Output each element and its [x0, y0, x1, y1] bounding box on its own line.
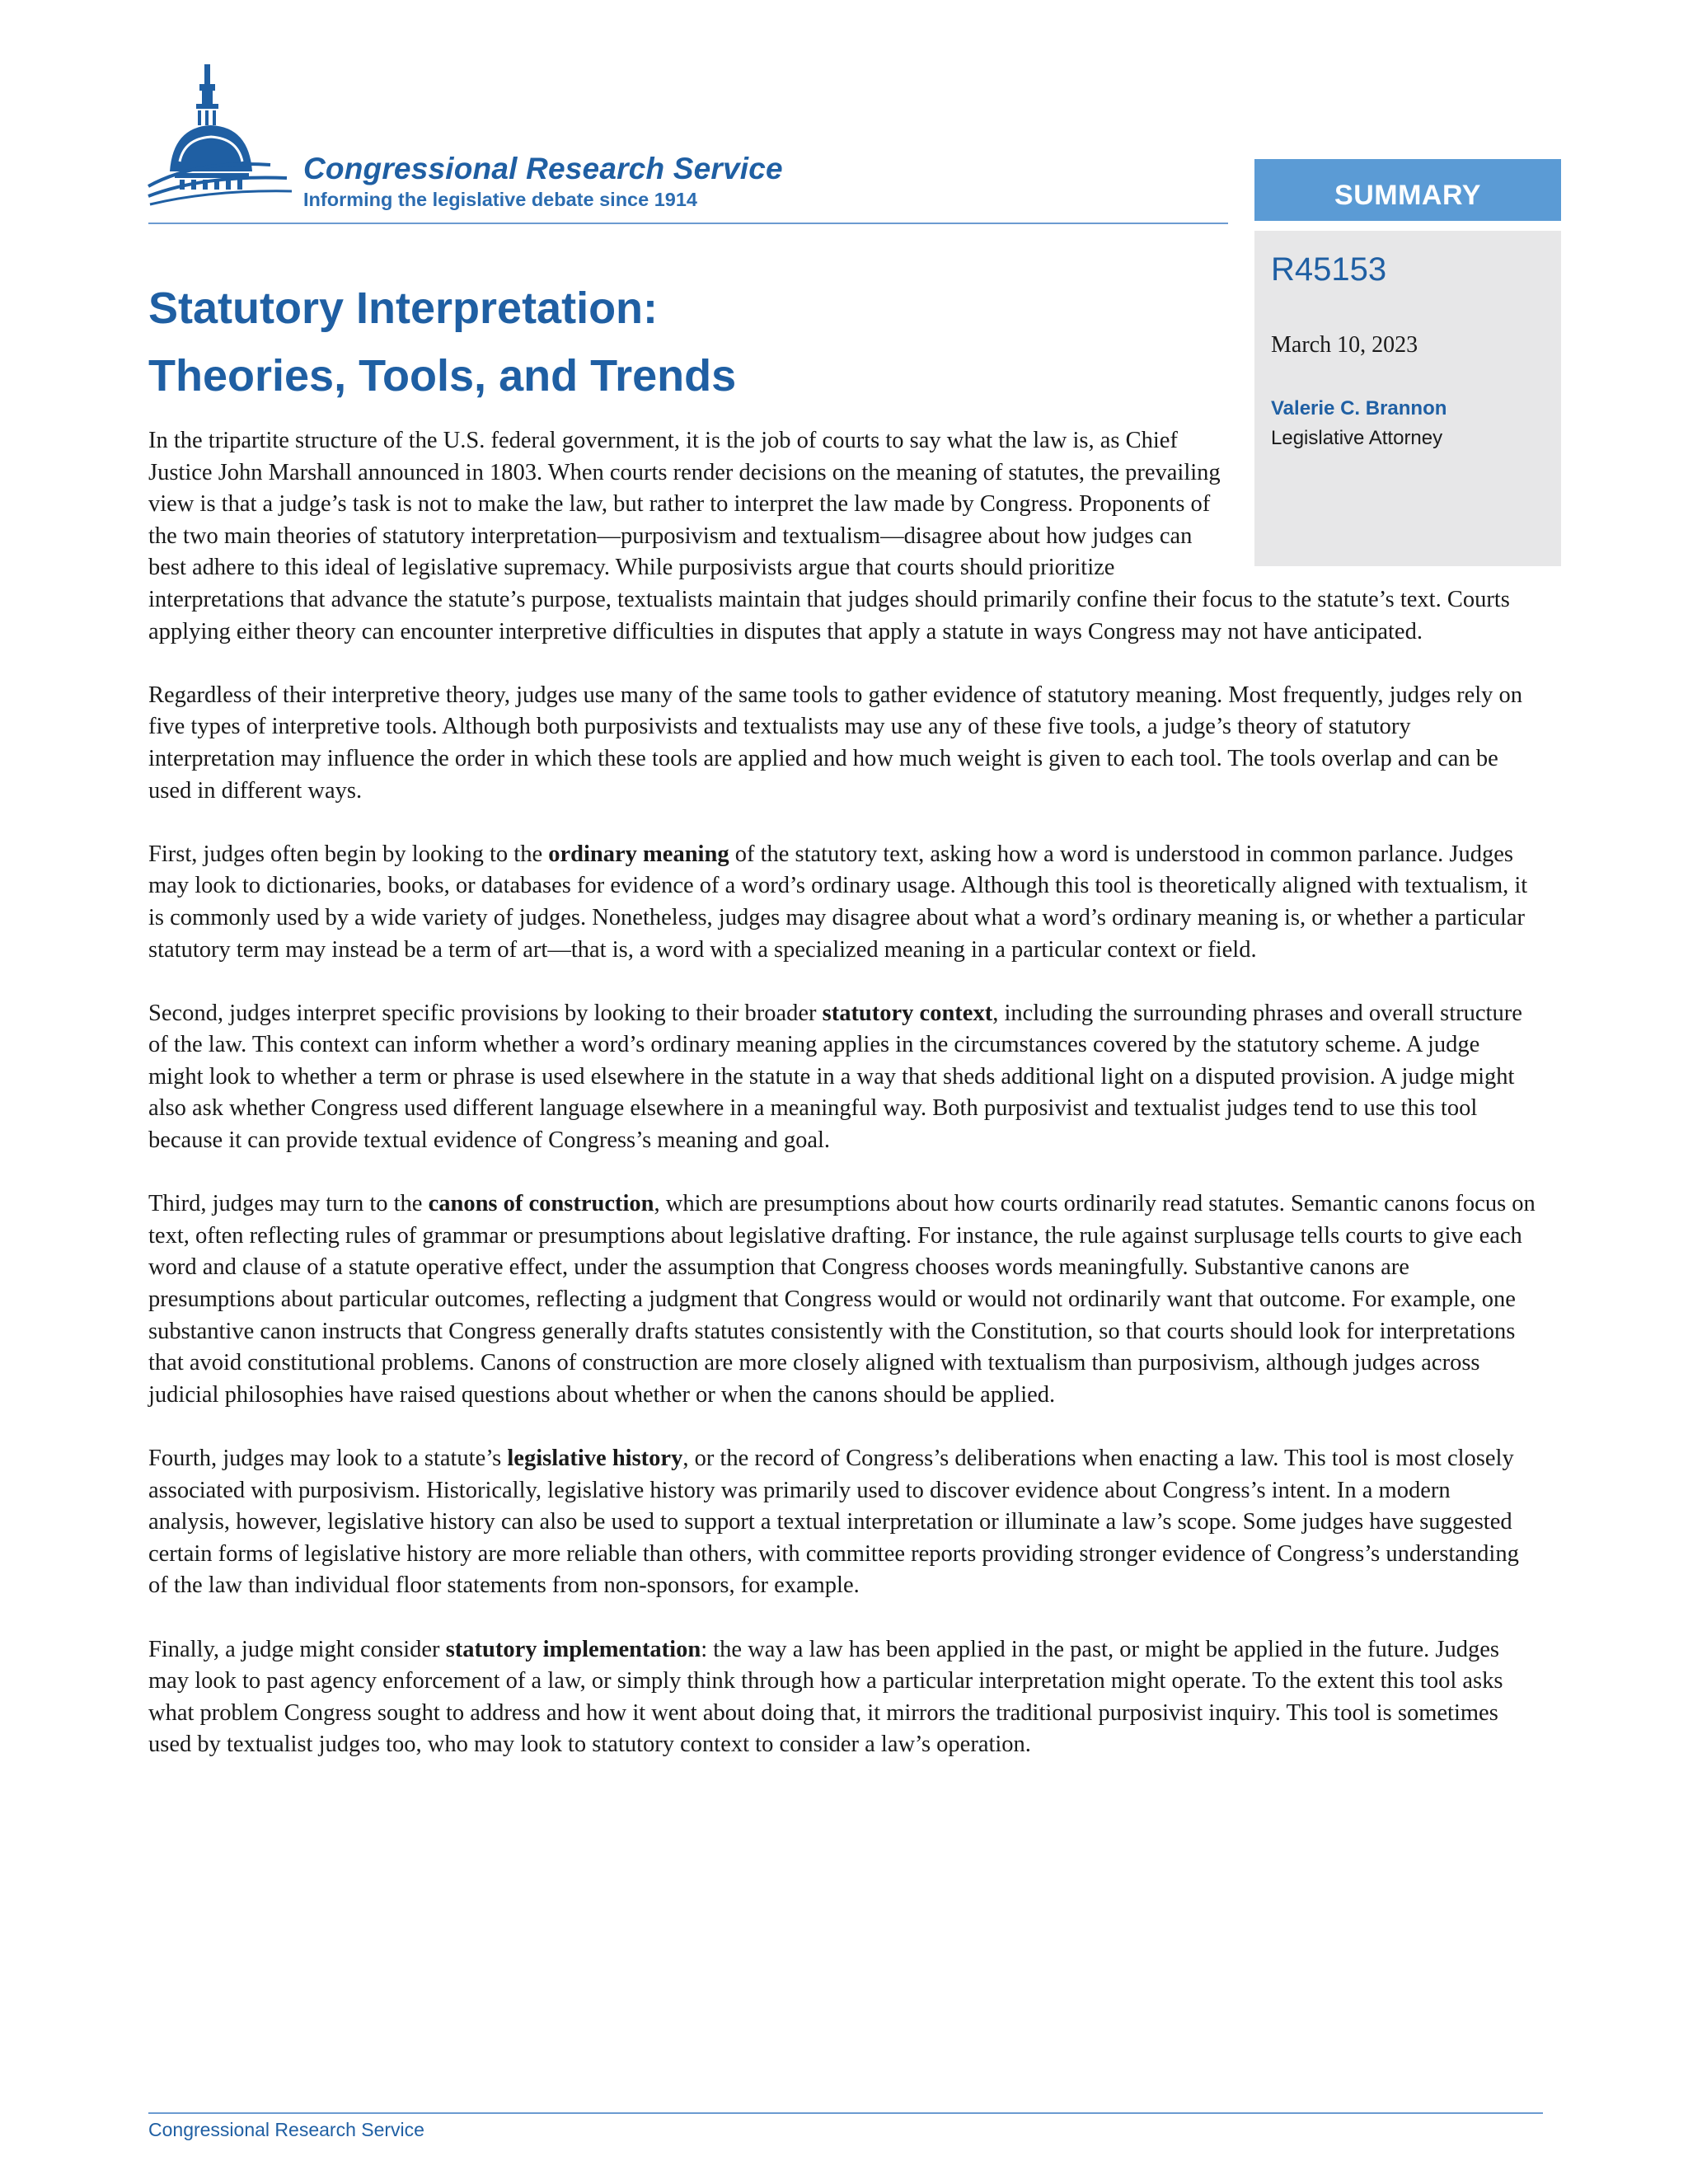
key-term: statutory context [822, 1000, 993, 1026]
paragraph-text: Third, judges may turn to the [148, 1191, 429, 1217]
paragraph-tools: Regardless of their interpretive theory, judges use many of the same tools to gather evidence of statutory meaning. Most frequently, judges rely on five types of interpretive tools. Although both purposivists and textualists may use any of these five tools, a judge’s theory of statutory interpretation may influence the order in which these tools are applied and how much weight is given to each tool. The tools overlap and can be used in different ways. [148, 682, 1523, 804]
paragraph-text: , which are presumptions about how courts ordinarily read statutes. Semantic canons focus on text, often reflecting rules of grammar or presumptions about legislative drafting. For instance, the rule against surplusage tells courts to give each word and clause of a statute operative effect, under the assumption that Congress chooses words meaningfully. Substantive canons are presumptions about particular outcomes, reflecting a judgment that Congress would or would not ordinarily want that outcome. For example, one substantive canon instructs that Congress generally drafts statutes consistently with the Constitution, so that courts should look for interpretations that avoid constitutional problems. Canons of construction are more closely aligned with textualism than purposivism, although judges across judicial philosophies have raised questions about whether or when the canons should be applied. [148, 1191, 1536, 1408]
paragraph-implementation [148, 1634, 1537, 1761]
paragraph-text: of the statutory text, asking how a word is understood in common parlance. Judges may look to dictionaries, books, or databases for evidence of a word’s ordinary usage. Although this tool is theoretically aligned with textualism, it is commonly used by a wide variety of judges. Nonetheless, judges may disagree about what a word’s ordinary meaning is, or whether a particular statutory term may instead be a term of art—that is, a word with a specialized meaning in a particular context or field. [148, 841, 1528, 963]
org-name: Congressional Research Service [303, 152, 783, 185]
paragraph-text: Finally, a judge might consider [148, 1636, 446, 1662]
org-tagline: Informing the legislative debate since 1914 [303, 189, 697, 210]
paragraph-statutory-context [148, 998, 1537, 1157]
paragraph-text: Second, judges interpret specific provisions by looking to their broader [148, 1000, 823, 1026]
sidebar-wrap-spacer [1224, 425, 1537, 567]
report-date: March 10, 2023 [1271, 332, 1418, 358]
footer-divider [148, 2112, 1543, 2114]
paragraph-text: : the way a law has been applied in the past, or might be applied in the future. Judges may look to past agency enforcement of a law, or simply think through how a particular interpretation might operate. To the extent this tool asks what problem Congress sought to address and how it went about doing that, it mirrors the traditional purposivist inquiry. This tool is sometimes used by textualist judges too, who may look to statutory context to consider a law’s operation. [148, 1636, 1503, 1758]
key-term: legislative history [507, 1446, 683, 1471]
title-line-1: Statutory Interpretation: [148, 284, 659, 333]
summary-body [148, 425, 1537, 1793]
sidebar-gap [1254, 221, 1561, 231]
paragraph-legislative-history [148, 1443, 1537, 1602]
paragraph-intro: In the tripartite structure of the U.S. federal government, it is the job of courts to say what the law is, as Chief Justice John Marshall announced in 1803. When courts render decisions on the meaning of statutes, the prevailing view is that a judge’s task is not to make the law, but rather to interpret the law made by Congress. Proponents of the two main theories of statutory interpretation—purposivism and textualism—disagree about how judges can best adhere to this ideal of legislative supremacy. While purposivists argue that courts should prioritize interpretations that advance the statute’s purpose, textualists maintain that judges should primarily confine their focus to the statute’s text. Courts applying either theory can encounter interpretive difficulties in disputes that apply a statute in ways Congress may not have anticipated. [148, 428, 1510, 644]
crs-logo [147, 63, 889, 219]
report-number: R45153 [1271, 251, 1387, 288]
author-title: Legislative Attorney [1271, 427, 1443, 449]
key-term: canons of construction [428, 1191, 654, 1217]
footer-org-name: Congressional Research Service [148, 2119, 424, 2140]
paragraph-text: , or the record of Congress’s deliberations when enacting a law. This tool is most closely associated with purposivism. Historically, legislative history was primarily used to discover evidence about Congress’s intent. In a modern analysis, however, legislative history can also be used to support a textual interpretation or illuminate a law’s scope. Some judges have suggested certain forms of legislative history are more reliable than others, with committee reports providing stronger evidence of Congress’s understanding of the law than individual floor statements from non-sponsors, for example. [148, 1446, 1519, 1599]
key-term: statutory implementation [445, 1636, 701, 1662]
paragraph-text: Fourth, judges may look to a statute’s [148, 1446, 508, 1471]
paragraph-canons [148, 1188, 1537, 1411]
summary-heading: SUMMARY [1254, 159, 1561, 221]
paragraph-ordinary-meaning [148, 839, 1537, 966]
header-divider [148, 223, 1228, 224]
author-name: Valerie C. Brannon [1271, 397, 1447, 419]
key-term: ordinary meaning [548, 841, 729, 867]
title-line-2: Theories, Tools, and Trends [148, 351, 737, 401]
page-title [148, 274, 1220, 410]
paragraph-text: First, judges often begin by looking to the [148, 841, 549, 867]
paragraph-text: , including the surrounding phrases and overall structure of the law. This context can inform whether a word’s ordinary meaning applies in the circumstances covered by the statutory scheme. A judge might look to whether a term or phrase is used elsewhere in the statute in a way that sheds additional light on a disputed provision. A judge might also ask whether Congress used different language elsewhere in a meaningful way. Both purposivist and textualist judges tend to use this tool because it can provide textual evidence of Congress’s meaning and goal. [148, 1000, 1522, 1154]
capitol-dome-icon [147, 63, 295, 219]
